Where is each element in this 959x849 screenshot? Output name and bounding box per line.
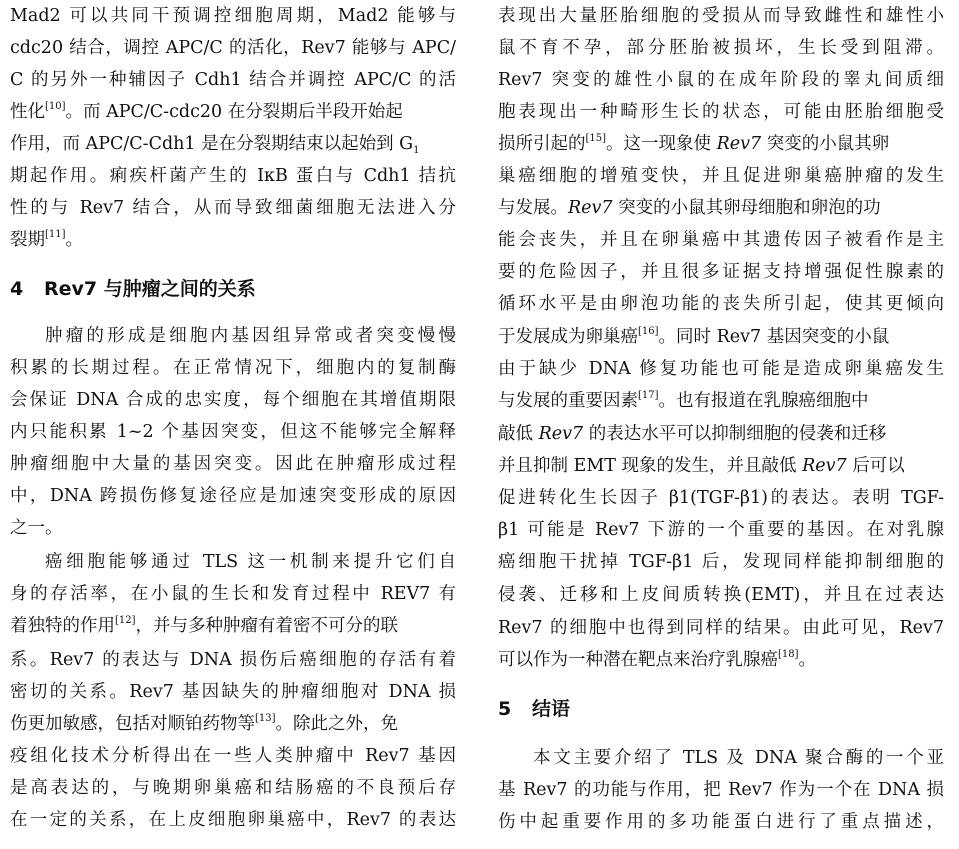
text-line: 与发展的重要因素[17]。也有报道在乳腺癌细胞中 — [498, 390, 869, 411]
text-line: Mad2 可以共同干预调控细胞周期，Mad2 能够与 — [10, 6, 456, 26]
citation: [12] — [115, 615, 136, 626]
gene-name: Rev7 — [716, 134, 762, 154]
text-line: 积累的长期过程。在正常情况下，细胞内的复制酶 — [10, 358, 456, 378]
citation: [13] — [255, 713, 276, 724]
text-line: 可以作为一种潜在靶点来治疗乳腺癌[18]。 — [498, 649, 817, 670]
text-line: 敲低 Rev7 的表达水平可以抑制细胞的侵袭和迁移 — [498, 424, 887, 444]
text-line: Rev7 的细胞中也得到同样的结果。由此可见，Rev7 — [498, 618, 944, 638]
section-number: 5 — [498, 698, 512, 720]
section-title: Rev7 与肿瘤之间的关系 — [44, 278, 256, 300]
text-line: 伤更加敏感，包括对顺铂药物等[13]。除此之外，免 — [10, 713, 399, 734]
text-line: Rev7 突变的雄性小鼠的在成年阶段的睾丸间质细 — [498, 70, 944, 90]
text-line: 循环水平是由卵泡功能的丧失所引起，使其更倾向 — [498, 294, 944, 314]
gene-name: Rev7 — [802, 456, 847, 476]
text-line: 侵袭、迁移和上皮间质转换(EMT)，并且在过表达 — [498, 585, 944, 605]
text-line: 与发展。Rev7 突变的小鼠其卵母细胞和卵泡的功 — [498, 198, 881, 218]
text-line: 于发展成为卵巢癌[16]。同时 Rev7 基因突变的小鼠 — [498, 326, 890, 347]
text-line: 是高表达的，与晚期卵巢癌和结肠癌的不良预后存 — [10, 778, 456, 798]
text-line: 在一定的关系，在上皮细胞卵巢癌中，Rev7 的表达 — [10, 810, 456, 830]
gene-name: Rev7 — [568, 198, 613, 218]
text-line: 损所引起的[15]。这一现象使 Rev7 突变的小鼠其卵 — [498, 133, 890, 154]
text-line: 之一。 — [10, 518, 63, 538]
text-line: 癌细胞能够通过 TLS 这一机制来提升它们自 — [45, 552, 456, 572]
text-line: 癌细胞干扰掉 TGF-β1 后，发现同样能抑制细胞的 — [498, 552, 944, 572]
citation: [16] — [638, 326, 659, 337]
section-title: 结语 — [532, 698, 571, 720]
section-number: 4 — [10, 278, 24, 300]
text-line: 裂期[11]。 — [10, 229, 84, 250]
text-line: cdc20 结合，调控 APC/C 的活化，Rev7 能够与 APC/ — [10, 38, 456, 58]
text-line: 性的与 Rev7 结合，从而导致细菌细胞无法进入分 — [10, 198, 456, 218]
text-line: 作用，而 APC/C-Cdh1 是在分裂期结束以起始到 $G_1$ — [10, 134, 420, 156]
text-line: 胞表现出一种畸形生长的状态，可能由胚胎细胞受 — [498, 102, 944, 122]
subscript: 1 — [413, 145, 420, 156]
text-line: 巢癌细胞的增殖变快，并且促进卵巢癌肿瘤的发生 — [498, 166, 944, 186]
text-line: 内只能积累 1~2 个基因突变，但这不能够完全解释 — [10, 422, 456, 442]
text-line: 系。Rev7 的表达与 DNA 损伤后癌细胞的存活有着 — [10, 650, 456, 670]
text-line: 性化[10]。而 APC/C-cdc20 在分裂期后半段开始起 — [10, 101, 403, 122]
citation: [17] — [638, 390, 659, 401]
text-line: 并且抑制 EMT 现象的发生，并且敲低 Rev7 后可以 — [498, 456, 905, 476]
section-heading — [498, 693, 570, 725]
text-line: 密切的关系。Rev7 基因缺失的肿瘤细胞对 DNA 损 — [10, 682, 456, 702]
text-line: 本文主要介绍了 TLS 及 DNA 聚合酶的一个亚 — [533, 748, 944, 768]
citation: [10] — [45, 101, 66, 112]
text-line: 中，DNA 跨损伤修复途径应是加速突变形成的原因 — [10, 486, 456, 506]
text-line: 着独特的作用[12]，并与多种肿瘤有着密不可分的联 — [10, 615, 399, 636]
citation: [11] — [45, 229, 66, 240]
text-line: 由于缺少 DNA 修复功能也可能是造成卵巢癌发生 — [498, 359, 944, 379]
text-line: 促进转化生长因子 β1(TGF-β1)的表达。表明 TGF- — [498, 488, 944, 508]
gene-name: Rev7 — [538, 424, 584, 444]
text-line: C 的另外一种辅因子 Cdh1 结合并调控 APC/C 的活 — [10, 70, 456, 90]
text-line: 能会丧失，并且在卵巢癌中其遗传因子被看作是主 — [498, 230, 944, 250]
text-line: 期起作用。痢疾杆菌产生的 IκB 蛋白与 Cdh1 拮抗 — [10, 166, 456, 186]
section-heading — [10, 273, 256, 305]
text-line: 身的存活率，在小鼠的生长和发育过程中 REV7 有 — [10, 584, 456, 604]
citation: [15] — [585, 133, 607, 144]
text-line: 伤中起重要作用的多功能蛋白进行了重点描述， — [498, 812, 944, 832]
text-line: 基 Rev7 的功能与作用，把 Rev7 作为一个在 DNA 损 — [498, 780, 944, 800]
text-line: 鼠不育不孕，部分胚胎被损坏，生长受到阻滞。 — [498, 38, 944, 58]
text-line: 会保证 DNA 合成的忠实度，每个细胞在其增值期限 — [10, 390, 456, 410]
text-line: 疫组化技术分析得出在一些人类肿瘤中 Rev7 基因 — [10, 746, 456, 766]
text-line: 肿瘤的形成是细胞内基因组异常或者突变慢慢 — [45, 326, 456, 346]
text-line: 表现出大量胚胎细胞的受损从而导致雌性和雄性小 — [498, 6, 944, 26]
text-line: 肿瘤细胞中大量的基因突变。因此在肿瘤形成过程 — [10, 454, 456, 474]
citation: [18] — [778, 649, 799, 660]
text-line: 要的危险因子，并且很多证据支持增强促性腺素的 — [498, 262, 944, 282]
text-line: β1 可能是 Rev7 下游的一个重要的基因。在对乳腺 — [498, 520, 944, 540]
